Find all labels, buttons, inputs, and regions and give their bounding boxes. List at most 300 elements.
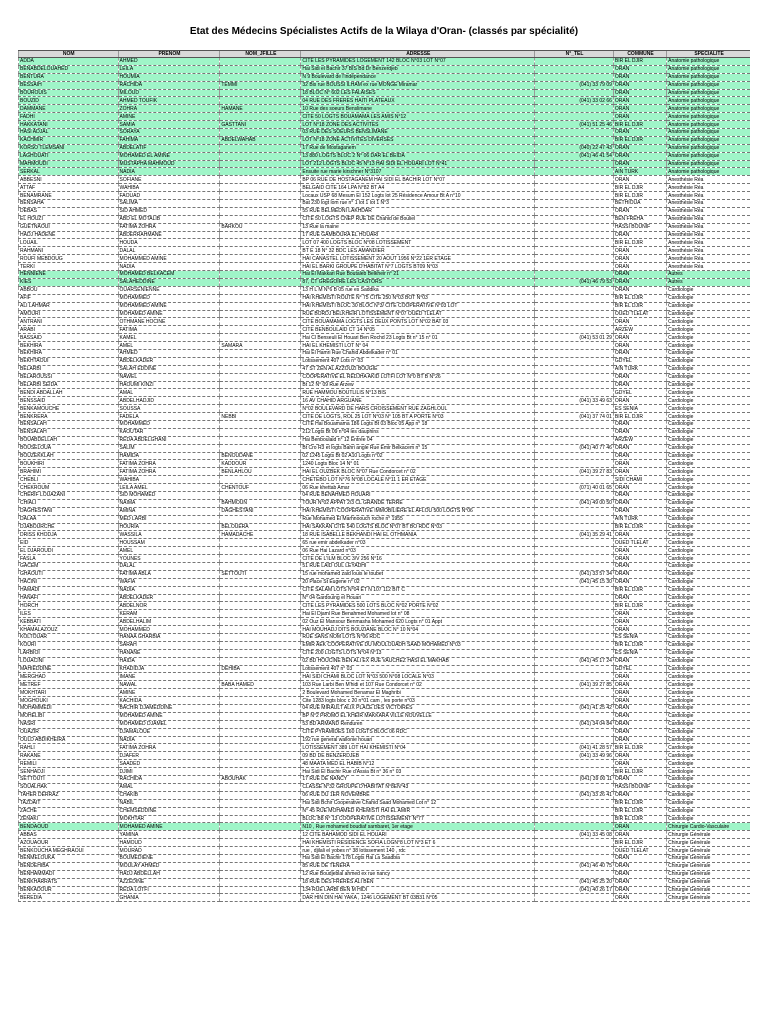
cell-commune: ORAN xyxy=(613,681,666,689)
cell-commune: ORAN xyxy=(613,720,666,728)
cell-prenom: AMEL xyxy=(118,547,220,555)
column-header-adresse: ADRESSE xyxy=(301,51,535,58)
cell-commune: BIR EL DJIR xyxy=(613,768,666,776)
cell-nom-jfille xyxy=(220,207,301,215)
cell-adresse: 09 BD DE BENZERDJEB xyxy=(301,752,535,760)
cell-adresse: 192 rue general wallonie houari xyxy=(301,736,535,744)
cell-commune: ORAN xyxy=(613,886,666,894)
table-row xyxy=(19,823,751,831)
cell-adresse: HAI MOUHADJ DITS BOUZIANE BLOC N° 10 N°04 xyxy=(301,626,535,634)
cell-tel xyxy=(535,373,614,381)
cell-commune: BIR EL DJIR xyxy=(613,58,666,66)
cell-commune: ORAN xyxy=(613,286,666,294)
cell-adresse: BELGAID CITE 164 LPA N°82 BT A4 xyxy=(301,184,535,192)
cell-prenom: SAMIA xyxy=(118,121,220,129)
cell-prenom: NAWEL xyxy=(118,373,220,381)
cell-commune: ORAN xyxy=(613,854,666,862)
cell-tel: (041) 46 40 75 xyxy=(535,862,614,870)
cell-tel xyxy=(535,476,614,484)
cell-tel xyxy=(535,231,614,239)
cell-prenom: LEILA AMEL xyxy=(118,484,220,492)
cell-nom-jfille xyxy=(220,334,301,342)
cell-nom: HAMADI xyxy=(19,586,119,594)
cell-nom-jfille xyxy=(220,349,301,357)
cell-adresse: 18 RUE DES FRERES ALI BEN xyxy=(301,878,535,886)
cell-tel xyxy=(535,310,614,318)
column-header-commune: COMMUNE xyxy=(613,51,666,58)
cell-prenom: NAIMA xyxy=(118,499,220,507)
cell-adresse: Locaux USP 68 Mesum El 152 Logts lot 25 Résidence Amour Bt A n°10 xyxy=(301,192,535,200)
cell-specialite: Chirurgie Générale xyxy=(667,862,750,870)
cell-prenom: ABDERRAHMANE xyxy=(118,231,220,239)
cell-tel xyxy=(535,200,614,208)
cell-tel xyxy=(535,73,614,81)
cell-commune: GDYEL xyxy=(613,357,666,365)
cell-tel xyxy=(535,539,614,547)
cell-adresse: 13 H L M N°6 B 05 rue es Saddika xyxy=(301,286,535,294)
cell-specialite: Cardiologie xyxy=(667,776,750,784)
cell-prenom: MOHAMED AMINE xyxy=(118,310,220,318)
table-row xyxy=(19,460,751,468)
cell-adresse: TOUR N°02 APPAT 2/3 CL GRANDE TERRE xyxy=(301,499,535,507)
cell-prenom: DJIMI xyxy=(118,768,220,776)
cell-commune: ORAN xyxy=(613,160,666,168)
cell-specialite: Anesthésie Réa xyxy=(667,207,750,215)
cell-nom: BOUROUIS xyxy=(19,89,119,97)
cell-nom: BENTURA xyxy=(19,73,119,81)
table-row xyxy=(19,689,751,697)
cell-nom: OULD ABDIKHEIRA xyxy=(19,736,119,744)
cell-adresse: 17 RUE GAMBOURA EL HOUARI xyxy=(301,231,535,239)
cell-specialite: Cardiologie xyxy=(667,326,750,334)
cell-nom: HANAFI xyxy=(19,594,119,602)
cell-specialite: Anatomie pathologique xyxy=(667,152,750,160)
table-row xyxy=(19,373,751,381)
cell-specialite: Cardiologie xyxy=(667,697,750,705)
cell-nom: KOLTOUAR xyxy=(19,634,119,642)
cell-nom-jfille xyxy=(220,744,301,752)
cell-nom-jfille xyxy=(220,839,301,847)
cell-nom: BENDAOUD xyxy=(19,823,119,831)
cell-specialite: Cardiologie xyxy=(667,815,750,823)
cell-nom-jfille xyxy=(220,815,301,823)
cell-nom-jfille xyxy=(220,760,301,768)
cell-commune: HASSI BOUNIF xyxy=(613,783,666,791)
cell-tel xyxy=(535,192,614,200)
cell-commune: BIR EL DJIR xyxy=(613,641,666,649)
cell-adresse: 17 Rue de Mostaganem xyxy=(301,144,535,152)
cell-prenom: MOHAMED EL AMINE xyxy=(118,152,220,160)
cell-adresse: N°02 BOULEVARD DE HARS CROISSEMENT RUE ZAGHLOUL xyxy=(301,405,535,413)
cell-specialite: Anatomie pathologique xyxy=(667,81,750,89)
cell-tel xyxy=(535,223,614,231)
cell-tel xyxy=(535,381,614,389)
cell-specialite: Cardiologie xyxy=(667,563,750,571)
cell-tel xyxy=(535,405,614,413)
cell-prenom: GHANIA xyxy=(118,894,220,902)
cell-prenom: SOUSSA xyxy=(118,405,220,413)
cell-adresse: Hai Sidi El Bachir 178 Logts Hai La Saadbia xyxy=(301,854,535,862)
cell-nom: BELARBI SEIDA xyxy=(19,381,119,389)
table-row xyxy=(19,207,751,215)
cell-specialite: Anatomie pathologique xyxy=(667,73,750,81)
cell-adresse: Hai El Djaml Rue Benahmed Mohamed lot n° 08 xyxy=(301,610,535,618)
cell-nom-jfille xyxy=(220,302,301,310)
table-row xyxy=(19,278,751,286)
table-row xyxy=(19,799,751,807)
cell-nom: AFIF xyxy=(19,294,119,302)
cell-nom: ILES xyxy=(19,610,119,618)
cell-commune: ORAN xyxy=(613,689,666,697)
cell-nom: BEKHIRA xyxy=(19,342,119,350)
cell-nom: BOUSELOUA xyxy=(19,444,119,452)
cell-tel: (041) 51 25 46 xyxy=(535,121,614,129)
cell-commune: ORAN xyxy=(613,231,666,239)
cell-nom: HORCH xyxy=(19,602,119,610)
cell-commune: ORAN xyxy=(613,81,666,89)
cell-nom: CHEKROUM xyxy=(19,484,119,492)
cell-nom: DJABOURCHE xyxy=(19,523,119,531)
cell-tel xyxy=(535,420,614,428)
cell-nom-jfille xyxy=(220,586,301,594)
cell-adresse: LOT N°18 ZONE DES ACTIVITES xyxy=(301,121,535,129)
cell-prenom: HOURIA xyxy=(118,523,220,531)
cell-prenom: ABDELHALIM xyxy=(118,618,220,626)
table-row xyxy=(19,349,751,357)
table-row xyxy=(19,894,751,902)
cell-nom: FASLA xyxy=(19,555,119,563)
cell-prenom: HAOUMI KINZI xyxy=(118,381,220,389)
cell-specialite: Chirurgie Cardio-Vasculaire xyxy=(667,823,750,831)
table-row xyxy=(19,247,751,255)
cell-specialite: Cardiologie xyxy=(667,649,750,657)
cell-adresse: Hai Sidi el Bachir 37 BIS Bd Dr Benzerdjeb xyxy=(301,65,535,73)
cell-commune: ORAN xyxy=(613,870,666,878)
cell-prenom: KAOUTAR xyxy=(118,428,220,436)
cell-adresse: rue , djilali el yobes n° 38 lotissement 140 , rdc xyxy=(301,847,535,855)
table-row xyxy=(19,862,751,870)
cell-prenom: RACHIDA xyxy=(118,776,220,784)
cell-specialite: Anatomie pathologique xyxy=(667,144,750,152)
cell-commune: ORAN xyxy=(613,207,666,215)
cell-specialite: Cardiologie xyxy=(667,807,750,815)
cell-tel: (041) 33 02 66 xyxy=(535,97,614,105)
table-row xyxy=(19,673,751,681)
cell-adresse: Hai Benboulaid n° 12 Entrée 04 xyxy=(301,436,535,444)
cell-nom-jfille xyxy=(220,73,301,81)
cell-tel xyxy=(535,318,614,326)
cell-specialite: Anesthésie Réa xyxy=(667,215,750,223)
cell-commune: ORAN xyxy=(613,144,666,152)
cell-commune: BIR EL DJIR xyxy=(613,807,666,815)
cell-nom: SERKAL xyxy=(19,168,119,176)
cell-nom-jfille xyxy=(220,768,301,776)
cell-nom-jfille xyxy=(220,263,301,271)
cell-commune: ORAN xyxy=(613,594,666,602)
cell-nom: TAHER DERRAZ xyxy=(19,791,119,799)
cell-commune: ORAN xyxy=(613,712,666,720)
cell-nom: ALI LAHMAR xyxy=(19,302,119,310)
table-row xyxy=(19,121,751,129)
cell-specialite: Autres xyxy=(667,278,750,286)
cell-adresse: 85 RUE DE TENERA xyxy=(301,862,535,870)
cell-prenom: AHMED TOUFIK xyxy=(118,97,220,105)
cell-commune: SIDI CHAMI xyxy=(613,476,666,484)
cell-commune: ORAN xyxy=(613,263,666,271)
cell-nom-jfille xyxy=(220,357,301,365)
cell-adresse: RUE BORDJ BELKHEIR LOTISSEMENT N°07 OUED TLELAT xyxy=(301,310,535,318)
cell-adresse: Bt Cro R3 et logts Bahri angle Rue Emir Belkacem n° 15 xyxy=(301,444,535,452)
cell-prenom: KERAM xyxy=(118,610,220,618)
cell-tel xyxy=(535,58,614,66)
cell-nom-jfille xyxy=(220,823,301,831)
cell-prenom: SALAHEDDINE xyxy=(118,278,220,286)
cell-commune: ORAN xyxy=(613,791,666,799)
table-row xyxy=(19,286,751,294)
cell-specialite: Anatomie pathologique xyxy=(667,136,750,144)
table-row xyxy=(19,783,751,791)
cell-tel xyxy=(535,815,614,823)
cell-tel xyxy=(535,357,614,365)
cell-adresse: CITE DE LOGTS, ROL 25 LOT N°03 N° 105 BT A PORTE N°03 xyxy=(301,413,535,421)
cell-tel xyxy=(535,799,614,807)
cell-commune: ES SENIA xyxy=(613,634,666,642)
table-row xyxy=(19,239,751,247)
table-row xyxy=(19,665,751,673)
cell-specialite: Cardiologie xyxy=(667,736,750,744)
table-row xyxy=(19,847,751,855)
cell-nom: BENKOUCHA MEGHRAOUI xyxy=(19,847,119,855)
cell-adresse: DAR HIN DIN HAI YAKA , 1246 LOGEMENT BT 03B31 N°05 xyxy=(301,894,535,902)
cell-nom-jfille xyxy=(220,491,301,499)
cell-tel xyxy=(535,563,614,571)
table-row xyxy=(19,81,751,89)
cell-commune: ORAN xyxy=(613,831,666,839)
cell-commune: ORAN xyxy=(613,878,666,886)
cell-adresse: BLOC B8 N° 13 COOPERATIVE LOTISSEMENT N°77 xyxy=(301,815,535,823)
table-row xyxy=(19,413,751,421)
cell-adresse: 17 RUE DE NANCY xyxy=(301,776,535,784)
cell-nom: MAHIEDDINE xyxy=(19,665,119,673)
table-row xyxy=(19,523,751,531)
cell-commune: ORAN xyxy=(613,563,666,571)
cell-commune: ORAN xyxy=(613,89,666,97)
cell-nom-jfille xyxy=(220,365,301,373)
cell-tel xyxy=(535,302,614,310)
table-row xyxy=(19,105,751,113)
table-row xyxy=(19,215,751,223)
table-row xyxy=(19,563,751,571)
cell-prenom: HANAA GHARBIA xyxy=(118,634,220,642)
cell-specialite: Cardiologie xyxy=(667,594,750,602)
cell-nom-jfille xyxy=(220,641,301,649)
cell-nom-jfille xyxy=(220,783,301,791)
cell-tel xyxy=(535,641,614,649)
cell-tel xyxy=(535,247,614,255)
cell-nom-jfille xyxy=(220,89,301,97)
cell-specialite: Cardiologie xyxy=(667,334,750,342)
cell-prenom: ZOHRA xyxy=(118,105,220,113)
cell-nom: BENKRERA xyxy=(19,413,119,421)
column-header-prenom: PRENOM xyxy=(118,51,220,58)
cell-nom-jfille xyxy=(220,578,301,586)
cell-specialite: Cardiologie xyxy=(667,294,750,302)
cell-nom-jfille xyxy=(220,563,301,571)
cell-adresse: CLASSE N°32 GROUPE D'HABITAT N°8EN°43 xyxy=(301,783,535,791)
cell-nom: KIES xyxy=(19,278,119,286)
cell-commune: ORAN xyxy=(613,823,666,831)
cell-commune: ORAN xyxy=(613,736,666,744)
cell-specialite: Anatomie pathologique xyxy=(667,168,750,176)
cell-adresse: 03 RUE DES SOEURS BENSLIMANE xyxy=(301,129,535,137)
table-row xyxy=(19,271,751,279)
cell-specialite: Cardiologie xyxy=(667,634,750,642)
cell-adresse: 13 880 LOGTS BLOC 2 N° 06 DAR EL BEIDA xyxy=(301,152,535,160)
cell-commune: ORAN xyxy=(613,531,666,539)
cell-adresse: 48 MAATA MED EL HABIB N°12 xyxy=(301,760,535,768)
cell-tel: (041) 46 41 54 xyxy=(535,152,614,160)
column-header-specialite: SPECIALITE xyxy=(667,51,750,58)
cell-specialite: Cardiologie xyxy=(667,799,750,807)
cell-adresse: BP N°2 PROMO EL KHEIR MAKKARA VILLE NOUVELLE xyxy=(301,712,535,720)
cell-prenom: AMAL xyxy=(118,389,220,397)
cell-adresse: 04 RUE BENAHMED HOUARI xyxy=(301,491,535,499)
cell-commune: ORAN xyxy=(613,373,666,381)
cell-nom: BOUZEKKLAH xyxy=(19,452,119,460)
cell-nom-jfille: SAMARA xyxy=(220,342,301,350)
cell-tel: (041) 39 00 11 xyxy=(535,776,614,784)
cell-commune: ORAN xyxy=(613,105,666,113)
cell-commune: ORAN xyxy=(613,570,666,578)
cell-specialite: Autres xyxy=(667,271,750,279)
cell-tel xyxy=(535,515,614,523)
cell-nom-jfille xyxy=(220,215,301,223)
cell-adresse: 13 Rue la maine xyxy=(301,223,535,231)
cell-nom: DALAA xyxy=(19,515,119,523)
cell-nom: BRAHIMI xyxy=(19,468,119,476)
cell-tel: (071) 40 01 65 xyxy=(535,484,614,492)
cell-nom-jfille xyxy=(220,381,301,389)
cell-commune: BIR EL DJIR xyxy=(613,184,666,192)
cell-specialite: Cardiologie xyxy=(667,468,750,476)
table-row xyxy=(19,776,751,784)
cell-adresse: Hai Sidi Bchir Cooperative Chahid Saad Mohamed Lot n° 12 xyxy=(301,799,535,807)
cell-tel: (041) 33 45 08 xyxy=(535,831,614,839)
cell-adresse: LOTISSEMENT 389 LOT HAI KHEMISTI N°04 xyxy=(301,744,535,752)
cell-specialite: Cardiologie xyxy=(667,602,750,610)
cell-nom-jfille xyxy=(220,144,301,152)
cell-specialite: Cardiologie xyxy=(667,705,750,713)
cell-specialite: Cardiologie xyxy=(667,397,750,405)
table-row xyxy=(19,712,751,720)
cell-prenom: OTHMANE HOCINE xyxy=(118,318,220,326)
cell-nom: ARABI xyxy=(19,326,119,334)
cell-nom: HACINI xyxy=(19,578,119,586)
cell-tel: (041) 40 26 17 xyxy=(535,886,614,894)
table-row xyxy=(19,231,751,239)
cell-nom-jfille xyxy=(220,192,301,200)
cell-tel xyxy=(535,326,614,334)
cell-prenom: MILOUD xyxy=(118,89,220,97)
table-row xyxy=(19,720,751,728)
cell-adresse: RUE HAMMOU BOUTLILIS N°13 BIS xyxy=(301,389,535,397)
cell-nom-jfille xyxy=(220,894,301,902)
cell-nom: BOUZID xyxy=(19,97,119,105)
cell-commune: ORAN xyxy=(613,894,666,902)
table-row xyxy=(19,515,751,523)
table-row xyxy=(19,831,751,839)
cell-tel xyxy=(535,854,614,862)
cell-adresse: CITE 50 LOGTS CNEP RUE DE Chahid de Bouliel xyxy=(301,215,535,223)
cell-commune: ORAN xyxy=(613,113,666,121)
cell-prenom: ABD EL MOTALIB xyxy=(118,215,220,223)
table-row xyxy=(19,570,751,578)
cell-nom-jfille xyxy=(220,97,301,105)
cell-commune: BIR EL DJIR xyxy=(613,523,666,531)
cell-commune: ORAN xyxy=(613,578,666,586)
cell-nom: OUAZIR xyxy=(19,728,119,736)
cell-commune: ORAN xyxy=(613,618,666,626)
cell-adresse: Rue Mohamed El Marhnoouch roche n° 1955 xyxy=(301,515,535,523)
cell-prenom: MOHAMMED xyxy=(118,626,220,634)
cell-adresse: Hai El Hamri Rue Chahid Abdelkader n° 01 xyxy=(301,349,535,357)
cell-prenom: WAHIBA xyxy=(118,184,220,192)
cell-nom-jfille: KADDOUR xyxy=(220,460,301,468)
cell-nom-jfille xyxy=(220,113,301,121)
cell-prenom: SALIM xyxy=(118,444,220,452)
cell-tel xyxy=(535,594,614,602)
cell-commune: ORAN xyxy=(613,247,666,255)
table-row xyxy=(19,760,751,768)
cell-nom-jfille xyxy=(220,791,301,799)
cell-nom: BENDI ABDALLAH xyxy=(19,389,119,397)
cell-commune: BIR EL DJIR xyxy=(613,413,666,421)
table-row xyxy=(19,705,751,713)
cell-nom: KEBBATI xyxy=(19,618,119,626)
cell-commune: ORAN xyxy=(613,271,666,279)
cell-prenom: HAMOUD xyxy=(118,839,220,847)
cell-tel xyxy=(535,697,614,705)
cell-prenom: AMAL xyxy=(118,783,220,791)
cell-tel xyxy=(535,207,614,215)
table-row xyxy=(19,854,751,862)
cell-adresse: 06 Rue khettab Amar xyxy=(301,484,535,492)
table-row xyxy=(19,223,751,231)
cell-specialite: Cardiologie xyxy=(667,523,750,531)
table-row xyxy=(19,357,751,365)
cell-adresse: 65 rue emir abdelkader n°03 xyxy=(301,539,535,547)
cell-nom-jfille xyxy=(220,294,301,302)
cell-tel xyxy=(535,342,614,350)
cell-nom-jfille xyxy=(220,736,301,744)
document-title: Etat des Médecins Spécialistes Actifs de la Wilaya d'Oran- (classés par spécialité) xyxy=(189,26,579,37)
cell-nom: ATTAF xyxy=(19,184,119,192)
cell-nom-jfille xyxy=(220,870,301,878)
cell-commune: BIR EL DJIR xyxy=(613,602,666,610)
cell-prenom: LEILA xyxy=(118,65,220,73)
cell-nom: MOHAMMEDI xyxy=(19,705,119,713)
cell-nom: AZOUAOUR xyxy=(19,839,119,847)
cell-nom-jfille xyxy=(220,515,301,523)
table-row xyxy=(19,318,751,326)
cell-nom-jfille: CHENTOUF xyxy=(220,484,301,492)
table-row xyxy=(19,397,751,405)
cell-specialite: Anesthésie Réa xyxy=(667,255,750,263)
cell-adresse: 87, CT GREGOIRE LES CASTORS xyxy=(301,278,535,286)
cell-specialite: Cardiologie xyxy=(667,452,750,460)
table-row xyxy=(19,602,751,610)
cell-nom-jfille xyxy=(220,58,301,66)
